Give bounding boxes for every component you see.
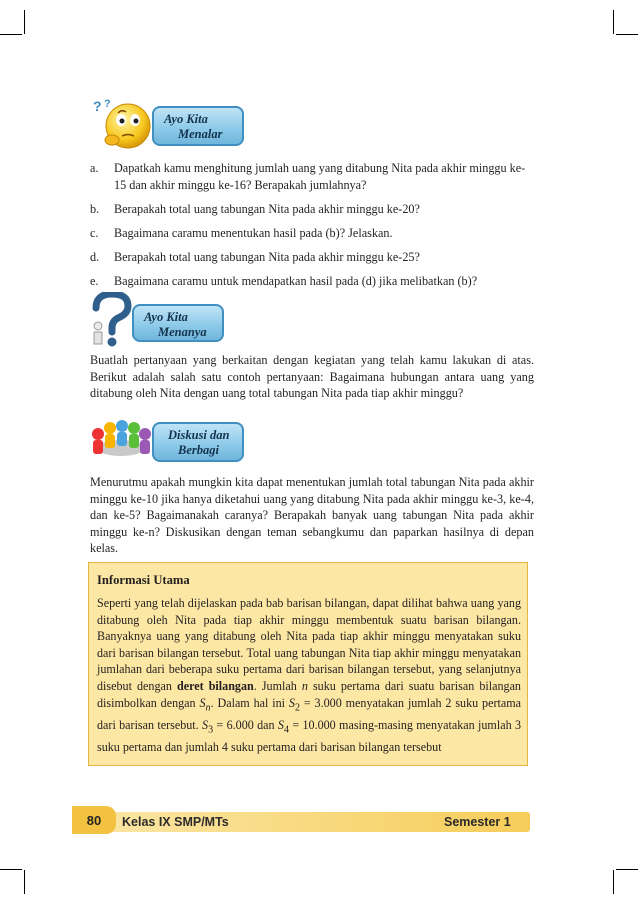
thinking-smiley-icon <box>90 96 158 152</box>
list-marker: c. <box>90 225 99 240</box>
list-item-text: Berapakah total uang tabungan Nita pada akhir minggu ke-25? <box>114 249 420 264</box>
footer-semester: Semester 1 <box>444 815 511 829</box>
info-variable: n <box>301 678 308 693</box>
info-variable: S <box>202 717 209 732</box>
info-text: = 3.000 menyatakan jumlah 2 suku pertama dari barisan tersebut. <box>97 695 521 732</box>
info-text: . Jumlah <box>253 678 302 693</box>
banner-line-1: Ayo Kita <box>144 310 188 324</box>
info-variable: S <box>277 717 284 732</box>
crop-mark <box>613 870 614 894</box>
crop-mark <box>24 10 25 34</box>
crop-mark <box>616 34 638 35</box>
info-text: = 10.000 masing-masing menyatakan jumlah 3 suku pertama dan jumlah 4 suku pertama dari barisan bilangan tersebut <box>97 717 521 754</box>
banner-line-2: Menalar <box>178 127 223 141</box>
info-text: = 6.000 dan <box>213 717 278 732</box>
info-subscript: 2 <box>294 701 300 713</box>
info-body <box>97 595 521 755</box>
info-box <box>88 562 528 766</box>
info-text: Seperti yang telah dijelaskan pada bab barisan bilangan, dapat dilihat bahwa uang yang ditabung oleh Nita pada tiap akhir minggu membentuk suatu barisan bilangan. Banyaknya uang yang ditabung oleh Nita pada tiap akhir minggu menyatakan suku dari barisan bilangan tersebut. Total uang tabungan Nita tiap akhir minggu menyatakan jumlahan dari beberapa suku pertama dari barisan bilangan tersebut, yang selanjutnya disebut dengan <box>97 596 521 693</box>
list-marker: b. <box>90 201 100 216</box>
info-text: . Dalam hal ini <box>210 695 289 710</box>
banner-line-1: Diskusi dan <box>168 428 230 442</box>
question-mark-person-icon <box>88 292 132 348</box>
info-subscript: n <box>205 701 211 713</box>
info-subscript: 3 <box>208 723 214 735</box>
banner-line-2: Menanya <box>158 325 207 339</box>
crop-mark <box>0 34 22 35</box>
menalar-banner <box>152 106 244 146</box>
info-variable: S <box>199 695 206 710</box>
info-title: Informasi Utama <box>97 573 190 587</box>
list-item-text: Dapatkah kamu menghitung jumlah uang yang ditabung Nita pada akhir minggu ke-15 dan akhir minggu ke-16? Berapakah jumlahnya? <box>114 161 526 192</box>
list-marker: d. <box>90 249 100 264</box>
svg-text:?: ? <box>104 98 111 110</box>
list-item-text: Bagaimana caramu untuk mendapatkan hasil pada (d) jika melibatkan (b)? <box>114 273 478 288</box>
diskusi-banner <box>152 422 244 462</box>
diskusi-paragraph: Menurutmu apakah mungkin kita dapat menentukan jumlah total tabungan Nita pada akhir minggu ke-10 jika hanya diketahui uang yang ditabung Nita pada akhir minggu ke-3, ke-4, dan ke-5? Bagaimanakah caranya? Berapakah banyak uang tabungan Nita pada akhir minggu ke-n? Diskusikan dengan teman sebangkumu dan paparkan hasilnya di depan kelas. <box>90 475 534 556</box>
menanya-banner <box>132 304 224 342</box>
info-variable: S <box>288 695 295 710</box>
info-bold-term: deret bilangan <box>177 678 254 693</box>
footer-book-title: Kelas IX SMP/MTs <box>122 815 229 829</box>
menanya-paragraph: Buatlah pertanyaan yang berkaitan dengan kegiatan yang telah kamu lakukan di atas. Berikut adalah salah satu contoh pertanyaan: Bagaimana hubungan antara uang yang ditabung oleh Nita dengan uang total tabungan Nita pada tiap akhir minggu? <box>90 353 534 401</box>
crop-mark <box>616 869 638 870</box>
crop-mark <box>24 870 25 894</box>
info-subscript: 4 <box>283 723 289 735</box>
group-discussion-icon <box>88 418 154 464</box>
question-list <box>90 160 536 297</box>
list-item <box>90 201 536 218</box>
crop-mark <box>613 10 614 34</box>
list-item-text: Bagaimana caramu menentukan hasil pada (b)? Jelaskan. <box>114 225 393 240</box>
list-item <box>90 225 536 242</box>
list-marker: a. <box>90 161 99 175</box>
svg-text:?: ? <box>93 98 102 114</box>
list-item <box>90 273 536 290</box>
page-number: 80 <box>72 806 116 834</box>
info-text: suku pertama dari suatu barisan bilangan disimbolkan dengan <box>97 678 521 710</box>
banner-line-1: Ayo Kita <box>164 112 208 126</box>
crop-mark <box>0 869 22 870</box>
list-item <box>90 160 536 193</box>
banner-line-2: Berbagi <box>178 443 219 457</box>
list-marker: e. <box>90 273 99 288</box>
list-item <box>90 249 536 266</box>
list-item-text: Berapakah total uang tabungan Nita pada akhir minggu ke-20? <box>114 201 420 216</box>
